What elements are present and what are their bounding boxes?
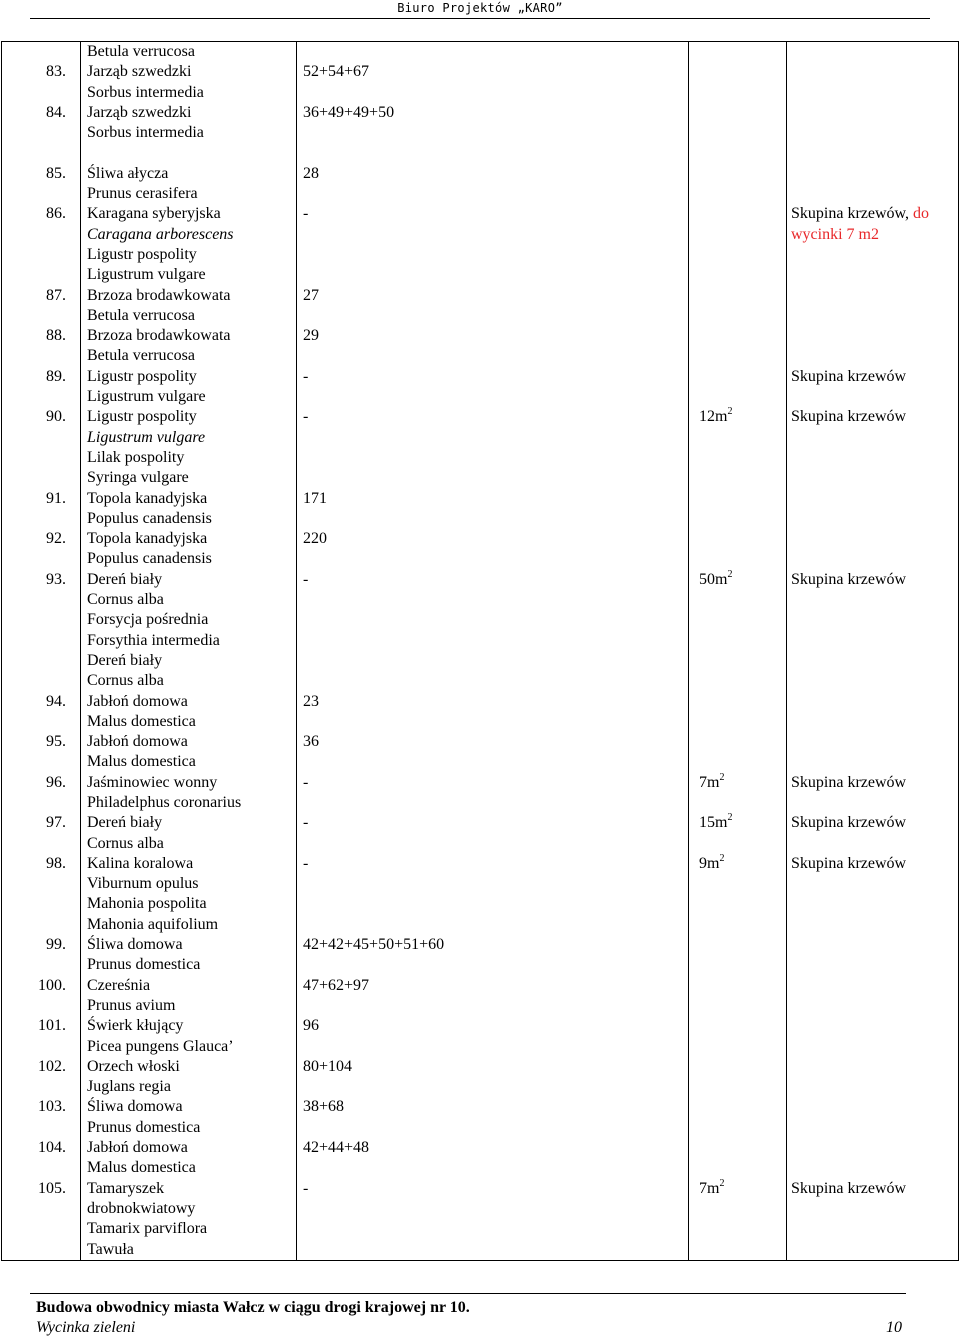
remarks [787,570,959,692]
remark-line [791,813,958,833]
species-line: Topola kanadyjska [87,489,208,507]
remark-line [791,225,958,245]
table-row [2,529,959,570]
species-line: Śliwa ałycza [87,164,169,182]
species-line: Cornus alba [87,834,164,852]
shrub-area [689,489,787,530]
species-line: Malus domestica [87,753,196,771]
remark-line [791,407,958,427]
trunk-circumference: - [297,854,689,935]
table-row [2,407,959,488]
species-name [81,1016,297,1057]
remark-line [791,773,958,793]
species-line: Viburnum opulus [87,875,199,893]
remark-text: wycinki 7 m2 [791,225,879,243]
table-row [2,813,959,854]
area-superscript: 2 [727,812,733,824]
table-row [2,326,959,367]
remark-text: Skupina krzewów [791,854,907,872]
footer-rule [30,1293,906,1294]
species-line: Orzech włoski [87,1057,180,1075]
species-line: Brzoza brodawkowata [87,286,231,304]
remarks [787,529,959,570]
species-line: Cornus alba [87,591,164,609]
species-line: Świerk kłujący [87,1017,184,1035]
remarks [787,204,959,285]
remarks [787,976,959,1017]
area-value: 12m [699,408,728,426]
remarks [787,62,959,103]
species-line: Dereń biały [87,814,163,832]
species-name [81,976,297,1017]
shrub-area [689,62,787,103]
species-name [81,326,297,367]
shrub-area [689,529,787,570]
area-value: 7m [699,773,720,791]
row-number: 92. [2,529,81,570]
remark-text: Skupina krzewów [791,408,907,426]
species-name [81,529,297,570]
species-line: Juglans regia [87,1078,171,1096]
footer-project-title: Budowa obwodnicy miasta Wałcz w ciągu drogi krajowej nr 10. [36,1299,470,1316]
trunk-circumference: 171 [297,489,689,530]
area-superscript: 2 [727,406,733,418]
species-line: Dereń biały [87,570,163,588]
species-name [81,1179,297,1261]
remark-line [791,854,958,874]
trunk-circumference: 23 [297,692,689,733]
table-row [2,164,959,205]
trunk-circumference: 220 [297,529,689,570]
species-line: Forsycja pośrednia [87,611,209,629]
species-line: Tawuła [87,1240,134,1258]
species-line [87,143,296,163]
table-row [2,42,959,63]
shrub-area [689,326,787,367]
footer-section-title: Wycinka zieleni [36,1319,136,1336]
row-number: 93. [2,570,81,692]
species-name [81,692,297,733]
shrub-area [689,1016,787,1057]
area-value: 50m [699,570,728,588]
species-line: Śliwa domowa [87,1098,183,1116]
row-number: 88. [2,326,81,367]
species-line: Ligustr pospolity [87,367,197,385]
species-line: Tamaryszek [87,1179,165,1197]
remarks [787,1057,959,1098]
species-line: Malus domestica [87,712,196,730]
shrub-area [689,935,787,976]
species-name [81,1097,297,1138]
shrub-area [689,570,787,692]
species-line: Tamarix parviflora [87,1220,208,1238]
row-number: 95. [2,732,81,773]
shrub-area [689,103,787,164]
species-name [81,367,297,408]
trunk-circumference: 38+68 [297,1097,689,1138]
table-row [2,1016,959,1057]
area-superscript: 2 [719,771,725,783]
trunk-circumference: - [297,773,689,814]
table-row [2,976,959,1017]
shrub-area [689,692,787,733]
species-line: Picea pungens Glauca’ [87,1037,234,1055]
trunk-circumference: - [297,407,689,488]
remarks [787,1097,959,1138]
remarks [787,692,959,733]
row-number: 98. [2,854,81,935]
trunk-circumference: 96 [297,1016,689,1057]
remarks [787,1016,959,1057]
trunk-circumference: 42+44+48 [297,1138,689,1179]
species-line: Philadelphus coronarius [87,793,242,811]
species-line: Dereń biały [87,651,163,669]
table-row [2,367,959,408]
species-line: Mahonia aquifolium [87,915,219,933]
species-line: Populus canadensis [87,509,212,527]
species-line: Caragana arborescens [87,225,234,243]
shrub-area [689,1138,787,1179]
species-name [81,1138,297,1179]
shrub-area [689,204,787,285]
species-line: Kalina koralowa [87,854,194,872]
row-number [2,42,81,63]
shrub-area [689,164,787,205]
species-line: Jaśminowiec wonny [87,773,218,791]
species-name [81,62,297,103]
table-row [2,1179,959,1261]
area-superscript: 2 [719,1177,725,1189]
area-superscript: 2 [719,852,725,864]
remarks [787,164,959,205]
row-number: 91. [2,489,81,530]
trunk-circumference: - [297,570,689,692]
species-name [81,1057,297,1098]
species-name [81,813,297,854]
species-name [81,489,297,530]
shrub-area [689,407,787,488]
remarks [787,42,959,63]
remarks [787,773,959,814]
species-line: Ligustrum vulgare [87,428,206,446]
shrub-area [689,854,787,935]
remark-text: Skupina krzewów [791,570,907,588]
remark-text: Skupina krzewów [791,814,907,832]
remark-line [791,1179,958,1199]
shrub-area [689,813,787,854]
species-line: Jabłoń domowa [87,733,188,751]
species-name [81,732,297,773]
species-line: Śliwa domowa [87,936,183,954]
trunk-circumference: 52+54+67 [297,62,689,103]
row-number: 84. [2,103,81,164]
remark-line [791,367,958,387]
remark-text: Skupina krzewów [791,773,907,791]
table-row [2,1138,959,1179]
remark-line [791,204,958,224]
shrub-area [689,773,787,814]
trunk-circumference: 27 [297,286,689,327]
remark-text: Skupina krzewów [791,367,907,385]
species-line: Betula verrucosa [87,43,195,60]
shrub-area [689,1097,787,1138]
row-number: 85. [2,164,81,205]
species-line: Jabłoń domowa [87,1139,188,1157]
trunk-circumference: - [297,1179,689,1261]
species-line: Betula verrucosa [87,306,195,324]
table-row [2,1097,959,1138]
species-line: Sorbus intermedia [87,124,204,142]
trunk-circumference: 36+49+49+50 [297,103,689,164]
row-number: 99. [2,935,81,976]
species-line: Brzoza brodawkowata [87,327,231,345]
remarks [787,854,959,935]
shrub-area [689,367,787,408]
row-number: 105. [2,1179,81,1261]
area-superscript: 2 [727,568,733,580]
species-line: Topola kanadyjska [87,530,208,548]
table-row [2,854,959,935]
species-line: Ligustrum vulgare [87,266,206,284]
remarks [787,732,959,773]
remark-line [791,570,958,590]
species-line: Prunus avium [87,996,176,1014]
species-line: Jarząb szwedzki [87,63,192,81]
trunk-circumference: - [297,367,689,408]
species-line: Lilak pospolity [87,448,185,466]
shrub-area [689,976,787,1017]
table-row [2,732,959,773]
table-row [2,286,959,327]
area-value: 15m [699,814,728,832]
row-number: 89. [2,367,81,408]
area-value: 9m [699,854,720,872]
table-row [2,773,959,814]
species-name [81,854,297,935]
trunk-circumference: 47+62+97 [297,976,689,1017]
species-line: Cornus alba [87,672,164,690]
species-line: Mahonia pospolita [87,895,207,913]
row-number: 100. [2,976,81,1017]
remarks [787,103,959,164]
table-row [2,570,959,692]
species-line: Betula verrucosa [87,347,195,365]
row-number: 90. [2,407,81,488]
species-line: Prunus domestica [87,956,201,974]
area-value: 7m [699,1179,720,1197]
species-line: Czereśnia [87,976,151,994]
species-line: Malus domestica [87,1159,196,1177]
remark-highlight: do [913,205,930,223]
shrub-area [689,42,787,63]
species-name [81,773,297,814]
species-line: Syringa vulgare [87,469,189,487]
species-name [81,286,297,327]
species-line: Forsythia intermedia [87,631,220,649]
trunk-circumference: - [297,204,689,285]
shrub-area [689,1057,787,1098]
species-name [81,935,297,976]
page-number: 10 [886,1319,902,1336]
shrub-area [689,286,787,327]
species-line: Ligustrum vulgare [87,388,206,406]
species-name [81,204,297,285]
table-row [2,204,959,285]
remarks [787,1179,959,1261]
row-number: 87. [2,286,81,327]
remarks [787,286,959,327]
trunk-circumference: 42+42+45+50+51+60 [297,935,689,976]
row-number: 97. [2,813,81,854]
species-line: Prunus domestica [87,1118,201,1136]
trunk-circumference: 28 [297,164,689,205]
remarks [787,407,959,488]
remarks [787,489,959,530]
species-line: drobnokwiatowy [87,1199,196,1217]
row-number: 86. [2,204,81,285]
row-number: 94. [2,692,81,733]
trunk-circumference: - [297,813,689,854]
remarks [787,326,959,367]
row-number: 104. [2,1138,81,1179]
trunk-circumference: 29 [297,326,689,367]
trunk-circumference [297,42,689,63]
species-line: Ligustr pospolity [87,408,197,426]
species-line: Prunus cerasifera [87,185,198,203]
remarks [787,1138,959,1179]
page-header: Biuro Projektów „KARO” [30,0,930,19]
remarks [787,367,959,408]
table-row [2,692,959,733]
remark-text: Skupina krzewów, [791,205,914,223]
table-row [2,1057,959,1098]
table-row [2,62,959,103]
row-number: 103. [2,1097,81,1138]
shrub-area [689,732,787,773]
species-line: Ligustr pospolity [87,245,197,263]
row-number: 83. [2,62,81,103]
row-number: 96. [2,773,81,814]
species-line: Jarząb szwedzki [87,103,192,121]
tree-inventory-table [1,41,959,1261]
trunk-circumference: 80+104 [297,1057,689,1098]
table-row [2,103,959,164]
table-row [2,935,959,976]
species-line: Karagana syberyjska [87,205,221,223]
row-number: 101. [2,1016,81,1057]
remark-text: Skupina krzewów [791,1179,907,1197]
species-name [81,407,297,488]
remarks [787,935,959,976]
shrub-area [689,1179,787,1261]
species-line: Sorbus intermedia [87,83,204,101]
species-name [81,42,297,63]
remarks [787,813,959,854]
species-name [81,103,297,164]
row-number: 102. [2,1057,81,1098]
species-name [81,164,297,205]
table-row [2,489,959,530]
species-name [81,570,297,692]
species-line: Populus canadensis [87,550,212,568]
species-line: Jabłoń domowa [87,692,188,710]
trunk-circumference: 36 [297,732,689,773]
